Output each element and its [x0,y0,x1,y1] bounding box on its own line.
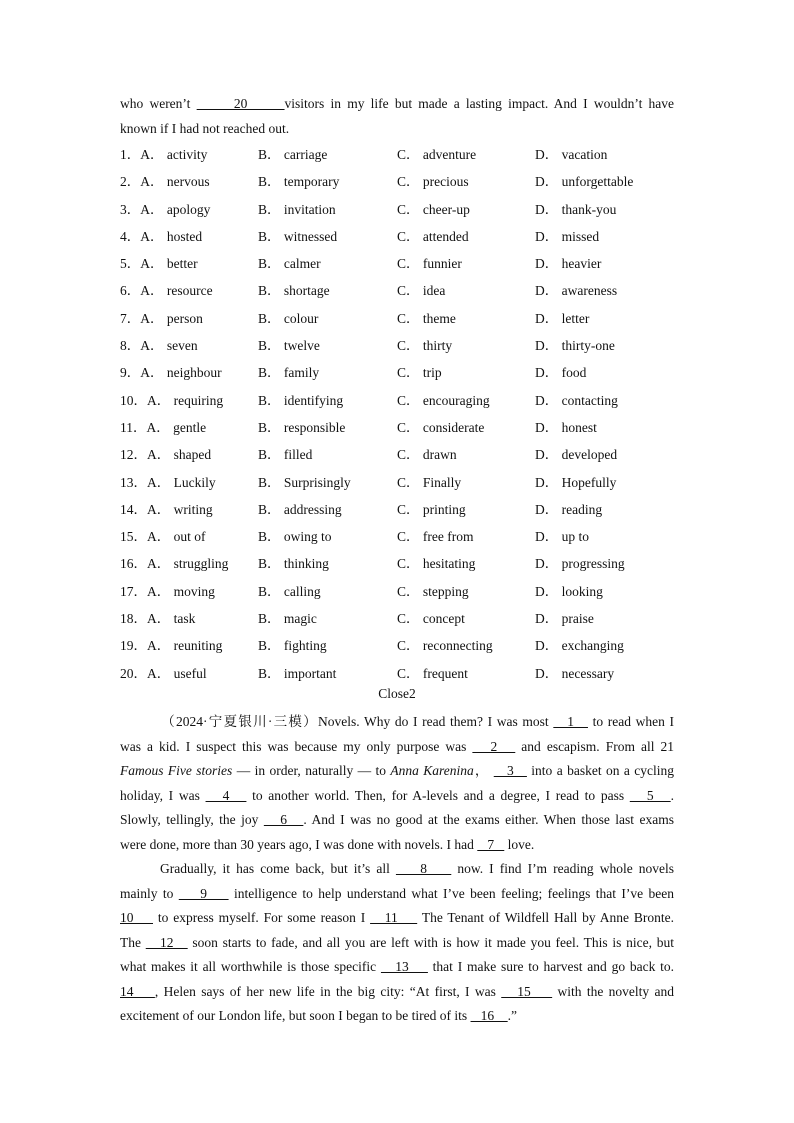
option-a[interactable] [120,168,210,195]
answer-blank[interactable]: 10 [120,910,153,925]
option-a[interactable] [120,359,222,386]
question-row [120,469,680,496]
answer-blank[interactable]: 7 [477,836,505,852]
option-d[interactable]: D． honest [535,419,597,435]
question-number: 15． [120,529,147,545]
option-c[interactable]: C． free from [397,529,474,545]
option-b[interactable]: B． twelve [258,338,320,354]
option-c[interactable]: C． considerate [397,419,485,435]
option-b[interactable]: B． fighting [258,638,327,654]
passage-text: excitement of our London life, but soon I began to be tired of its [120,1008,471,1023]
option-b[interactable]: B． important [258,665,337,681]
question-row [120,550,680,577]
option-b[interactable]: B． family [258,365,320,381]
answer-blank[interactable]: 3 [493,763,527,778]
option-a-label: A． gentle [146,419,207,435]
passage-paragraph-1 [120,710,674,857]
option-c[interactable]: C． attended [397,228,469,244]
option-c[interactable]: C． Finally [397,474,462,490]
passage-text: mainly to [120,885,179,901]
option-a-label: A． resource [140,283,213,299]
option-a-label: A． better [140,256,198,272]
passage-text: The Tenant of Wildfell Hall by Anne Bronte. [417,910,675,925]
option-d[interactable]: D． food [535,365,587,381]
option-b[interactable]: B． temporary [258,174,340,190]
option-a-label: A． nervous [140,174,210,190]
question-number: 1． [120,147,141,162]
option-b[interactable]: B． carriage [258,147,328,162]
question-row [120,496,680,523]
question-row [120,277,680,304]
answer-blank[interactable]: 11 [370,910,418,925]
question-row [120,578,680,605]
question-number: 2． [120,174,141,190]
answer-blank[interactable]: 15 [501,983,553,999]
question-number: 3． [120,201,141,217]
passage-text: holiday, I was [120,787,206,803]
option-a[interactable] [120,523,206,550]
option-c[interactable]: C． stepping [397,583,469,599]
question-number: 20． [120,665,147,681]
passage-text: to express myself. For some reason I [153,910,371,925]
passage-text: . [670,787,675,803]
answer-blank[interactable]: 8 [395,861,452,876]
option-c[interactable]: C． concept [397,611,465,627]
question-number: 8． [120,338,141,354]
passage-text: what makes it all worthwhile is those specific [120,959,381,974]
question-row [120,441,680,468]
passage-line [120,808,674,833]
option-c[interactable]: C． precious [397,174,469,190]
answer-blank[interactable]: 16 [470,1008,508,1023]
passage-line [120,955,674,980]
option-a[interactable] [120,469,216,496]
option-a-label: A． apology [140,201,211,217]
question-row [120,660,680,687]
passage-text: to read when I [587,714,674,729]
question-number: 13． [120,474,147,490]
option-a-label: A． neighbour [140,365,222,381]
option-b[interactable]: B． owing to [258,529,332,545]
question-row [120,605,680,632]
option-a[interactable] [120,605,195,632]
passage-text: intelligence to help understand what I’ve been feeling; feelings that I’ve been [228,885,674,901]
option-d[interactable]: D． awareness [535,283,618,299]
question-number: 12． [120,447,147,463]
passage-text: was a kid. I suspect this was because my only purpose was [120,738,473,754]
option-d[interactable]: D． heavier [535,256,602,272]
option-c[interactable]: C． thirty [397,338,453,354]
option-b[interactable]: B． thinking [258,556,329,572]
option-b[interactable]: B． witnessed [258,228,338,244]
option-b[interactable]: B． colour [258,310,319,326]
question-number: 14． [120,501,147,517]
option-c[interactable]: C． cheer-up [397,201,470,217]
option-a-label: A． hosted [140,228,203,244]
option-d[interactable]: D． exchanging [535,638,624,654]
passage-line [120,882,674,907]
option-d[interactable]: D． developed [535,447,618,463]
question-row [120,250,680,277]
passage-line [120,833,674,858]
option-a-label: A． Luckily [147,474,216,490]
option-a[interactable] [120,250,198,277]
option-b[interactable]: B． filled [258,447,313,463]
question-row [120,387,680,414]
passage-line [120,857,674,882]
option-d[interactable]: D． unforgettable [535,174,634,190]
answer-blank[interactable]: 6 [263,812,304,827]
option-b[interactable]: B． addressing [258,501,342,517]
option-d[interactable]: D． necessary [535,665,615,681]
option-a[interactable] [120,387,223,414]
answer-blank[interactable]: 4 [205,787,247,803]
option-d[interactable]: D． vacation [535,147,608,162]
option-a-label: A． reuniting [147,638,223,654]
question-number: 18． [120,611,147,627]
option-a[interactable] [120,277,213,304]
option-b[interactable]: B． invitation [258,201,336,217]
option-c[interactable]: C． adventure [397,147,477,162]
option-a[interactable] [120,550,228,577]
passage-text: Slowly, tellingly, the joy [120,812,264,827]
blank-20[interactable]: 20 [196,96,285,111]
option-a-label: A． shaped [147,447,212,463]
option-a-label: A． seven [140,338,198,354]
question-number: 9． [120,365,141,381]
option-b[interactable]: B． calling [258,583,321,599]
question-row [120,414,680,441]
question-number: 17． [120,583,147,599]
option-b[interactable]: B． calmer [258,256,321,272]
option-a[interactable] [120,414,206,441]
option-c[interactable]: C． reconnecting [397,638,493,654]
passage-text: with the novelty and [552,983,675,999]
passage-text: that I make sure to harvest and go back to. [427,959,675,974]
passage-text: and escapism. From all 21 [515,738,675,754]
option-a-label: A． struggling [147,556,229,572]
option-d[interactable]: D． missed [535,228,600,244]
option-d[interactable]: D． letter [535,310,590,326]
italic-title: Anna Karenina [390,763,474,778]
option-a[interactable] [120,223,202,250]
intro-text: who weren’t [120,96,197,111]
passage-paragraph-2 [120,857,674,1029]
option-a-label: A． moving [147,583,215,599]
option-a[interactable] [120,441,211,468]
question-number: 7． [120,310,141,326]
option-c[interactable]: C． trip [397,365,442,381]
intro-line: known if I had not reached out. [120,120,290,136]
passage-text: love. [504,836,535,852]
passage-text: into a basket on a cycling [526,763,675,778]
passage-text: now. I find I’m reading whole novels [451,861,675,876]
passage-line [120,1004,674,1029]
option-a[interactable] [120,196,210,223]
option-d[interactable]: D． Hopefully [535,474,617,490]
option-a[interactable] [120,496,213,523]
option-c[interactable]: C． hesitating [397,556,476,572]
intro-paragraph [120,92,674,141]
passage-line [120,931,674,956]
passage-text: were done, more than 30 years ago, I was done with novels. I had [120,836,478,852]
option-a-label: A． requiring [147,392,224,408]
option-a-label: A． task [147,611,196,627]
passage-text: （2024·宁夏银川·三模）Novels. Why do I read them? I was most [160,714,554,729]
question-number: 19． [120,638,147,654]
passage-text: , Helen says of her new life in the big city: “At first, I was [154,983,502,999]
answer-blank[interactable]: 1 [553,714,588,729]
passage-text: .” [507,1008,518,1023]
passage-line [120,784,674,809]
passage-line [120,710,674,735]
intro-line [120,92,674,117]
option-c[interactable]: C． encouraging [397,392,490,408]
option-a-label: A． person [140,310,203,326]
option-d[interactable]: D． praise [535,611,594,627]
passage-line [120,735,674,760]
option-a[interactable] [120,305,203,332]
option-b[interactable]: B． Surprisingly [258,474,351,490]
answer-blank[interactable]: 12 [145,934,188,950]
options-list [120,141,680,687]
option-b[interactable]: B． shortage [258,283,330,299]
passage-text: . And I was no good at the exams either. When those last exams [303,812,675,827]
question-number: 6． [120,283,141,299]
question-row [120,359,680,386]
option-c[interactable]: C． drawn [397,447,457,463]
option-a[interactable] [120,578,215,605]
question-row [120,223,680,250]
option-c[interactable]: C． idea [397,283,446,299]
option-a-label: A． useful [147,665,207,681]
option-c[interactable]: C． funnier [397,256,462,272]
option-d[interactable]: D． reading [535,501,603,517]
passage-line [120,906,674,931]
option-d[interactable]: D． up to [535,529,589,545]
answer-blank[interactable]: 5 [629,787,671,803]
section-title: Close2 [378,686,416,701]
option-c[interactable]: C． printing [397,501,466,517]
question-row [120,305,680,332]
option-a[interactable] [120,332,198,359]
option-d[interactable]: D． contacting [535,392,618,408]
option-b[interactable]: B． magic [258,611,317,627]
answer-blank[interactable]: 14 [120,983,155,999]
option-a[interactable] [120,632,222,659]
passage-text: to another world. Then, for A-levels and a degree, I read to pass [246,787,630,803]
option-a-label: A． out of [147,529,206,545]
passage-line [120,759,674,784]
question-row [120,168,680,195]
passage-text: The [120,934,146,950]
intro-text: visitors in my life but made a lasting impact. And I wouldn’t have [284,96,675,111]
option-d[interactable]: D． progressing [535,556,625,572]
passage-text: soon starts to fade, and all you are left with is how it made you feel. This is nice, but [187,934,674,950]
option-a-label: A． activity [140,147,208,162]
option-c[interactable]: C． theme [397,310,456,326]
question-row [120,523,680,550]
option-b[interactable]: B． identifying [258,392,344,408]
italic-title: Famous Five stories [120,763,233,778]
passage-text: Gradually, it has come back, but it’s all [160,861,396,876]
question-row [120,196,680,223]
answer-blank[interactable]: 9 [178,885,229,901]
option-a[interactable] [120,141,207,168]
option-d[interactable]: D． thank-you [535,201,617,217]
option-d[interactable]: D． looking [535,583,603,599]
option-c[interactable]: C． frequent [397,665,468,681]
question-number: 5． [120,256,141,272]
question-number: 16． [120,556,147,572]
option-b[interactable]: B． responsible [258,419,346,435]
question-row [120,141,680,168]
option-a-label: A． writing [147,501,213,517]
question-number: 4． [120,228,141,244]
question-number: 10． [120,392,147,408]
question-row [120,332,680,359]
passage-text: — in order, naturally — to [232,763,391,778]
question-row [120,632,680,659]
option-d[interactable]: D． thirty-one [535,338,615,354]
answer-blank[interactable]: 13 [380,959,428,974]
passage-line [120,980,674,1005]
passage-text: ， [473,763,494,778]
option-a[interactable] [120,660,207,687]
answer-blank[interactable]: 2 [472,738,516,754]
question-number: 11． [120,419,147,435]
